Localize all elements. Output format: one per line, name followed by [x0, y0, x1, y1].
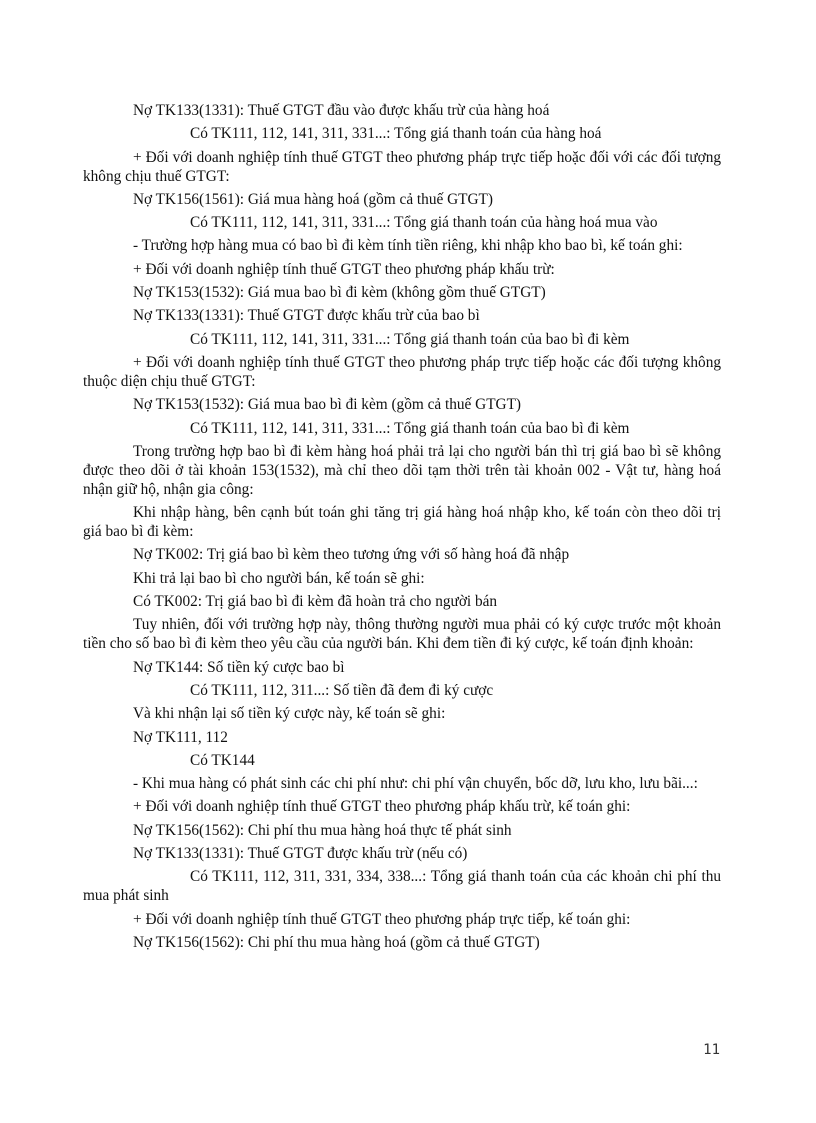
paragraph: Nợ TK111, 112	[133, 728, 228, 746]
paragraph: + Đối với doanh nghiệp tính thuế GTGT theo phương pháp trực tiếp hoặc đối với các đối tượng không chịu thuế GTGT:	[83, 148, 721, 185]
paragraph: Có TK111, 112, 311...: Số tiền đã đem đi ký cược	[190, 681, 494, 699]
paragraph: Khi trả lại bao bì cho người bán, kế toán sẽ ghi:	[133, 569, 425, 587]
paragraph: Nợ TK002: Trị giá bao bì kèm theo tương ứng với số hàng hoá đã nhập	[133, 546, 570, 564]
paragraph: Có TK111, 112, 141, 311, 331...: Tổng giá thanh toán của bao bì đi kèm	[190, 419, 630, 437]
paragraph: Có TK111, 112, 311, 331, 334, 338...: Tổng giá thanh toán của các khoản chi phí thu mua phát sinh	[83, 868, 721, 905]
paragraph: Có TK111, 112, 141, 311, 331...: Tổng giá thanh toán của hàng hoá mua vào	[190, 214, 658, 232]
paragraph: - Trường hợp hàng mua có bao bì đi kèm tính tiền riêng, khi nhập kho bao bì, kế toán ghi:	[133, 237, 683, 255]
paragraph: Nợ TK153(1532): Giá mua bao bì đi kèm (gồm cả thuế GTGT)	[133, 396, 522, 414]
paragraph: Có TK111, 112, 141, 311, 331...: Tổng giá thanh toán của bao bì đi kèm	[190, 330, 630, 348]
paragraph: Nợ TK133(1331): Thuế GTGT đầu vào được khấu trừ của hàng hoá	[133, 102, 550, 119]
paragraph: Nợ TK133(1331): Thuế GTGT được khấu trừ (nếu có)	[133, 845, 468, 863]
paragraph: Nợ TK133(1331): Thuế GTGT được khấu trừ của bao bì	[133, 307, 480, 325]
paragraph: + Đối với doanh nghiệp tính thuế GTGT theo phương pháp khấu trừ, kế toán ghi:	[133, 798, 631, 816]
page-number: 11	[703, 1042, 720, 1058]
page-body	[83, 101, 721, 952]
paragraph: Nợ TK156(1562): Chi phí thu mua hàng hoá (gồm cả thuế GTGT)	[133, 933, 540, 951]
paragraph: Có TK002: Trị giá bao bì đi kèm đã hoàn trả cho người bán	[133, 593, 498, 611]
paragraph: + Đối với doanh nghiệp tính thuế GTGT theo phương pháp khấu trừ:	[133, 260, 555, 278]
paragraph: Nợ TK153(1532): Giá mua bao bì đi kèm (không gồm thuế GTGT)	[133, 284, 546, 302]
paragraph: + Đối với doanh nghiệp tính thuế GTGT theo phương pháp trực tiếp, kế toán ghi:	[133, 910, 631, 928]
paragraph: Tuy nhiên, đối với trường hợp này, thông thường người mua phải có ký cược trước một khoản tiền cho số bao bì đi kèm theo yêu cầu của người bán. Khi đem tiền đi ký cược, kế toán định khoản:	[83, 616, 721, 653]
paragraph: Nợ TK156(1561): Giá mua hàng hoá (gồm cả thuế GTGT)	[133, 190, 493, 208]
paragraph: + Đối với doanh nghiệp tính thuế GTGT theo phương pháp trực tiếp hoặc các đối tượng không thuộc diện chịu thuế GTGT:	[83, 353, 721, 390]
paragraph: Khi nhập hàng, bên cạnh bút toán ghi tăng trị giá hàng hoá nhập kho, kế toán còn theo dõi trị giá bao bì đi kèm:	[83, 504, 721, 541]
paragraph: Nợ TK144: Số tiền ký cược bao bì	[133, 658, 345, 676]
paragraph: - Khi mua hàng có phát sinh các chi phí như: chi phí vận chuyển, bốc dỡ, lưu kho, lưu bãi...:	[133, 775, 698, 793]
paragraph: Nợ TK156(1562): Chi phí thu mua hàng hoá thực tế phát sinh	[133, 821, 512, 839]
paragraph: Có TK111, 112, 141, 311, 331...: Tổng giá thanh toán của hàng hoá	[190, 125, 602, 143]
paragraph: Và khi nhận lại số tiền ký cược này, kế toán sẽ ghi:	[133, 705, 446, 723]
paragraph: Trong trường hợp bao bì đi kèm hàng hoá phải trả lại cho người bán thì trị giá bao bì sẽ không được theo dõi ở tài khoản 153(1532), mà chỉ theo dõi tạm thời trên tài khoản 002 - Vật tư, hàng hoá nhận giữ hộ, nhận gia công:	[83, 442, 721, 498]
paragraph: Có TK144	[190, 751, 255, 769]
